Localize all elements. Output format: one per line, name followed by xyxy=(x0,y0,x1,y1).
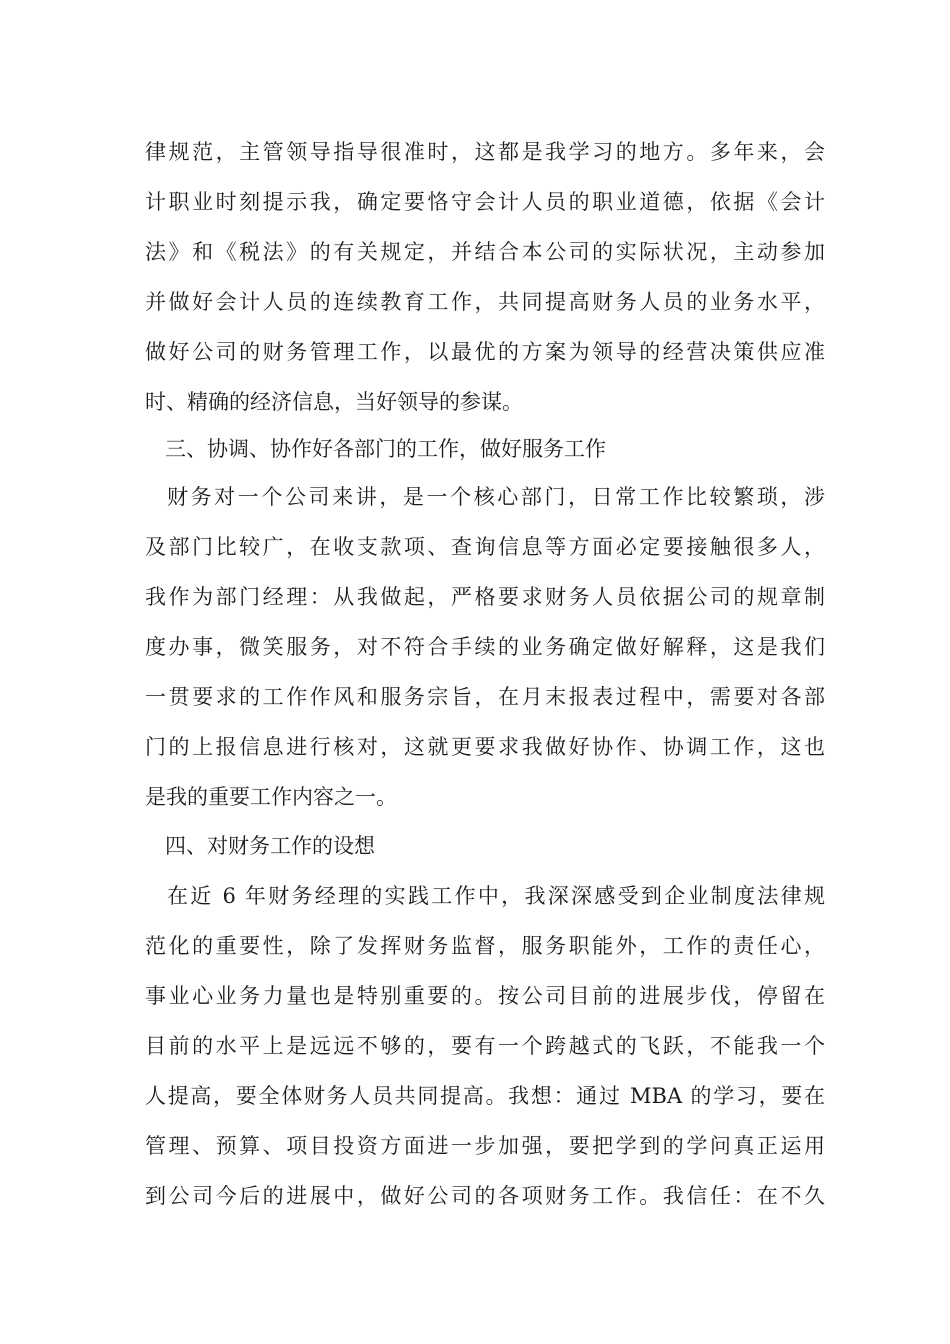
section-heading: 四、对财务工作的设想 xyxy=(165,834,375,858)
paragraph-line: 我作为部门经理：从我做起，严格要求财务人员依据公司的规章制 xyxy=(145,585,825,609)
paragraph-line: 一贯要求的工作作风和服务宗旨，在月末报表过程中，需要对各部 xyxy=(145,685,825,709)
paragraph-line: 是我的重要工作内容之一。 xyxy=(145,785,397,809)
paragraph-line: 做好公司的财务管理工作，以最优的方案为领导的经营决策供应准 xyxy=(145,340,825,364)
paragraph-line: 律规范，主管领导指导很准时，这都是我学习的地方。多年来，会 xyxy=(145,140,825,164)
paragraph-line: 时、精确的经济信息，当好领导的参谋。 xyxy=(145,390,523,414)
paragraph-line: 在近 6 年财务经理的实践工作中，我深深感受到企业制度法律规 xyxy=(167,884,825,908)
paragraph-line: 到公司今后的进展中，做好公司的各项财务工作。我信任：在不久 xyxy=(145,1184,825,1208)
paragraph-line: 范化的重要性，除了发挥财务监督，服务职能外，工作的责任心， xyxy=(145,934,825,958)
paragraph-line: 及部门比较广，在收支款项、查询信息等方面必定要接触很多人， xyxy=(145,535,825,559)
paragraph-line: 计职业时刻提示我，确定要恪守会计人员的职业道德，依据《会计 xyxy=(145,190,825,214)
paragraph-line: 人提高，要全体财务人员共同提高。我想：通过 MBA 的学习，要在 xyxy=(145,1084,825,1108)
section-heading: 三、协调、协作好各部门的工作，做好服务工作 xyxy=(165,437,606,461)
paragraph-line: 法》和《税法》的有关规定，并结合本公司的实际状况，主动参加 xyxy=(145,240,825,264)
paragraph-line: 门的上报信息进行核对，这就更要求我做好协作、协调工作，这也 xyxy=(145,735,825,759)
paragraph-line: 目前的水平上是远远不够的，要有一个跨越式的飞跃，不能我一个 xyxy=(145,1034,825,1058)
paragraph-line: 并做好会计人员的连续教育工作，共同提高财务人员的业务水平， xyxy=(145,290,825,314)
paragraph-line: 管理、预算、项目投资方面进一步加强，要把学到的学问真正运用 xyxy=(145,1134,825,1158)
paragraph-line: 度办事，微笑服务，对不符合手续的业务确定做好解释，这是我们 xyxy=(145,635,825,659)
paragraph-line: 事业心业务力量也是特别重要的。按公司目前的进展步伐，停留在 xyxy=(145,984,825,1008)
paragraph-line: 财务对一个公司来讲，是一个核心部门，日常工作比较繁琐，涉 xyxy=(167,485,825,509)
